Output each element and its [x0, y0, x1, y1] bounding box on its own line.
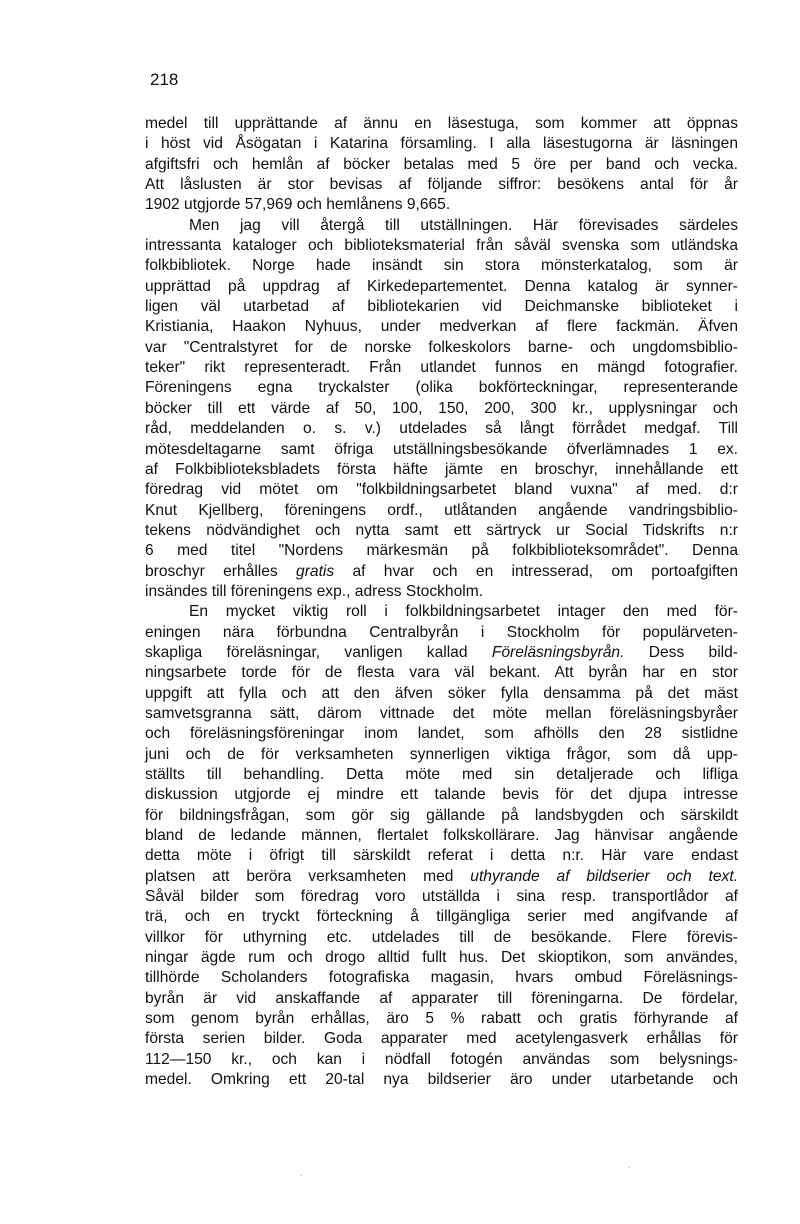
text-line: Såväl bilder som föredrag voro utställda i sina resp. transportlådor af	[145, 888, 738, 906]
text-line: och föreläsningsföreningar inom landet, som afhölls den 28 sistlidne	[145, 725, 738, 743]
text-line: af Folkbiblioteksbladets första häfte jämte en broschyr, innehållande ett	[145, 460, 738, 478]
text-line: tekens nödvändighet och nytta samt ett särtryck ur Social Tidskrifts n:r	[145, 521, 738, 539]
scan-speck: .	[628, 1160, 631, 1170]
text-line: Men jag vill återgå till utställningen. Här förevisades särdeles	[189, 216, 738, 234]
body-text	[145, 114, 738, 1091]
text-line: Att låslusten är stor bevisas af följande siffror: besökens antal för år	[145, 176, 738, 194]
text-line: afgiftsfri och hemlån af böcker betalas med 5 öre per band och vecka.	[145, 155, 738, 173]
text-line: villkor för uthyrning etc. utdelades till de besökande. Flere förevis-	[145, 928, 738, 946]
text-line: juni och de för verksamheten synnerligen viktiga frågor, som då upp-	[145, 745, 738, 763]
text-line: teker" rikt representeradt. Från utlandet funnos en mängd fotografier.	[145, 359, 738, 377]
text-line: trä, och en tryckt förteckning å tillgängliga serier med angifvande af	[145, 908, 738, 926]
text-line: Knut Kjellberg, föreningens ordf., utlåtanden angående vandringsbiblio-	[145, 501, 738, 519]
text-line: som genom byrån erhållas, äro 5 % rabatt och gratis förhyrande af	[145, 1010, 738, 1028]
text-line: diskussion utgjorde ej mindre ett talande bevis för det djupa intresse	[145, 786, 738, 804]
text-line: första serien bilder. Goda apparater med acetylengasverk erhållas för	[145, 1030, 738, 1048]
text-line: bland de ledande männen, flertalet folkskollärare. Jag hänvisar angående	[145, 827, 738, 845]
text-line: föredrag vid mötet om "folkbildningsarbetet bland vuxna" af med. d:r	[145, 481, 738, 499]
text-line: intressanta kataloger och biblioteksmaterial från såväl svenska som utländska	[145, 237, 738, 255]
text-line: medel till upprättande af ännu en läsestuga, som kommer att öppnas	[145, 115, 738, 132]
text-line: 1902 utgjorde 57,969 och hemlånens 9,665.	[145, 196, 451, 214]
text-line: eningen nära förbundna Centralbyrån i Stockholm för populärveten-	[145, 623, 738, 641]
text-line: En mycket viktig roll i folkbildningsarbetet intager den med för-	[189, 603, 738, 621]
text-line: tillhörde Scholanders fotografiska magasin, hvars ombud Föreläsnings-	[145, 969, 738, 987]
text-line: ningar ägde rum och drogo alltid fullt hus. Det skioptikon, som användes,	[145, 949, 738, 967]
text-line: byrån är vid anskaffande af apparater till föreningarna. De fördelar,	[145, 989, 738, 1007]
text-line: ställts till behandling. Detta möte med sin detaljerade och lifliga	[145, 766, 738, 783]
text-line: upprättad på uppdrag af Kirkedepartementet. Denna katalog är synner-	[145, 277, 738, 295]
text-line: böcker till ett värde af 50, 100, 150, 200, 300 kr., upplysningar och	[145, 399, 738, 417]
text-line: mötesdeltagarne samt öfriga utställningsbesökande öfverlämnades 1 ex.	[145, 440, 738, 458]
text-line: folkbibliotek. Norge hade insändt sin stora mönsterkatalog, som är	[145, 257, 738, 275]
text-line: medel. Omkring ett 20-tal nya bildserier äro under utarbetande och	[145, 1071, 738, 1089]
text-line: platsen att beröra verksamheten med uthyrande af bildserier och text.	[145, 867, 738, 885]
text-line: insändes till föreningens exp., adress Stockholm.	[145, 582, 484, 600]
text-line: ningsarbete torde för de flesta vara väl bekant. Att byrån har en stor	[145, 664, 738, 682]
text-line: för bildningsfrågan, som gör sig gällande på landsbygden och särskildt	[145, 806, 738, 824]
text-line: Föreningens egna tryckalster (olika bokförteckningar, representerande	[145, 379, 738, 397]
text-line: Kristiania, Haakon Nyhuus, under medverkan af flere fackmän. Äfven	[145, 318, 738, 336]
text-line: var "Centralstyret for de norske folkeskolors barne- och ungdomsbiblio-	[145, 338, 738, 356]
page-number: 218	[150, 70, 179, 89]
text-line: detta möte i öfrigt till särskildt referat i detta n:r. Här vare endast	[145, 847, 738, 865]
text-line: uppgift att fylla och att den äfven söker fylla densamma på det mäst	[145, 684, 738, 702]
text-line: samvetsgranna sätt, därom vittnade det möte mellan föreläsningsbyråer	[145, 704, 738, 722]
text-line: 112—150 kr., och kan i nödfall fotogén användas som belysnings-	[145, 1050, 738, 1068]
scan-speck: .	[300, 1168, 303, 1178]
text-line: skapliga föreläsningar, vanligen kallad Föreläsningsbyrån. Dess bild-	[145, 643, 738, 661]
text-line: råd, meddelanden o. s. v.) utdelades så långt förrådet medgaf. Till	[145, 420, 738, 438]
text-line: i höst vid Åsögatan i Katarina församling. I alla läsestugorna är läsningen	[145, 135, 738, 153]
text-line: 6 med titel "Nordens märkesmän på folkbiblioteksområdet". Denna	[145, 542, 738, 560]
text-line: ligen väl utarbetad af bibliotekarien vid Deichmanske biblioteket i	[145, 298, 738, 316]
text-line: broschyr erhålles gratis af hvar och en intresserad, om portoafgiften	[145, 562, 738, 580]
